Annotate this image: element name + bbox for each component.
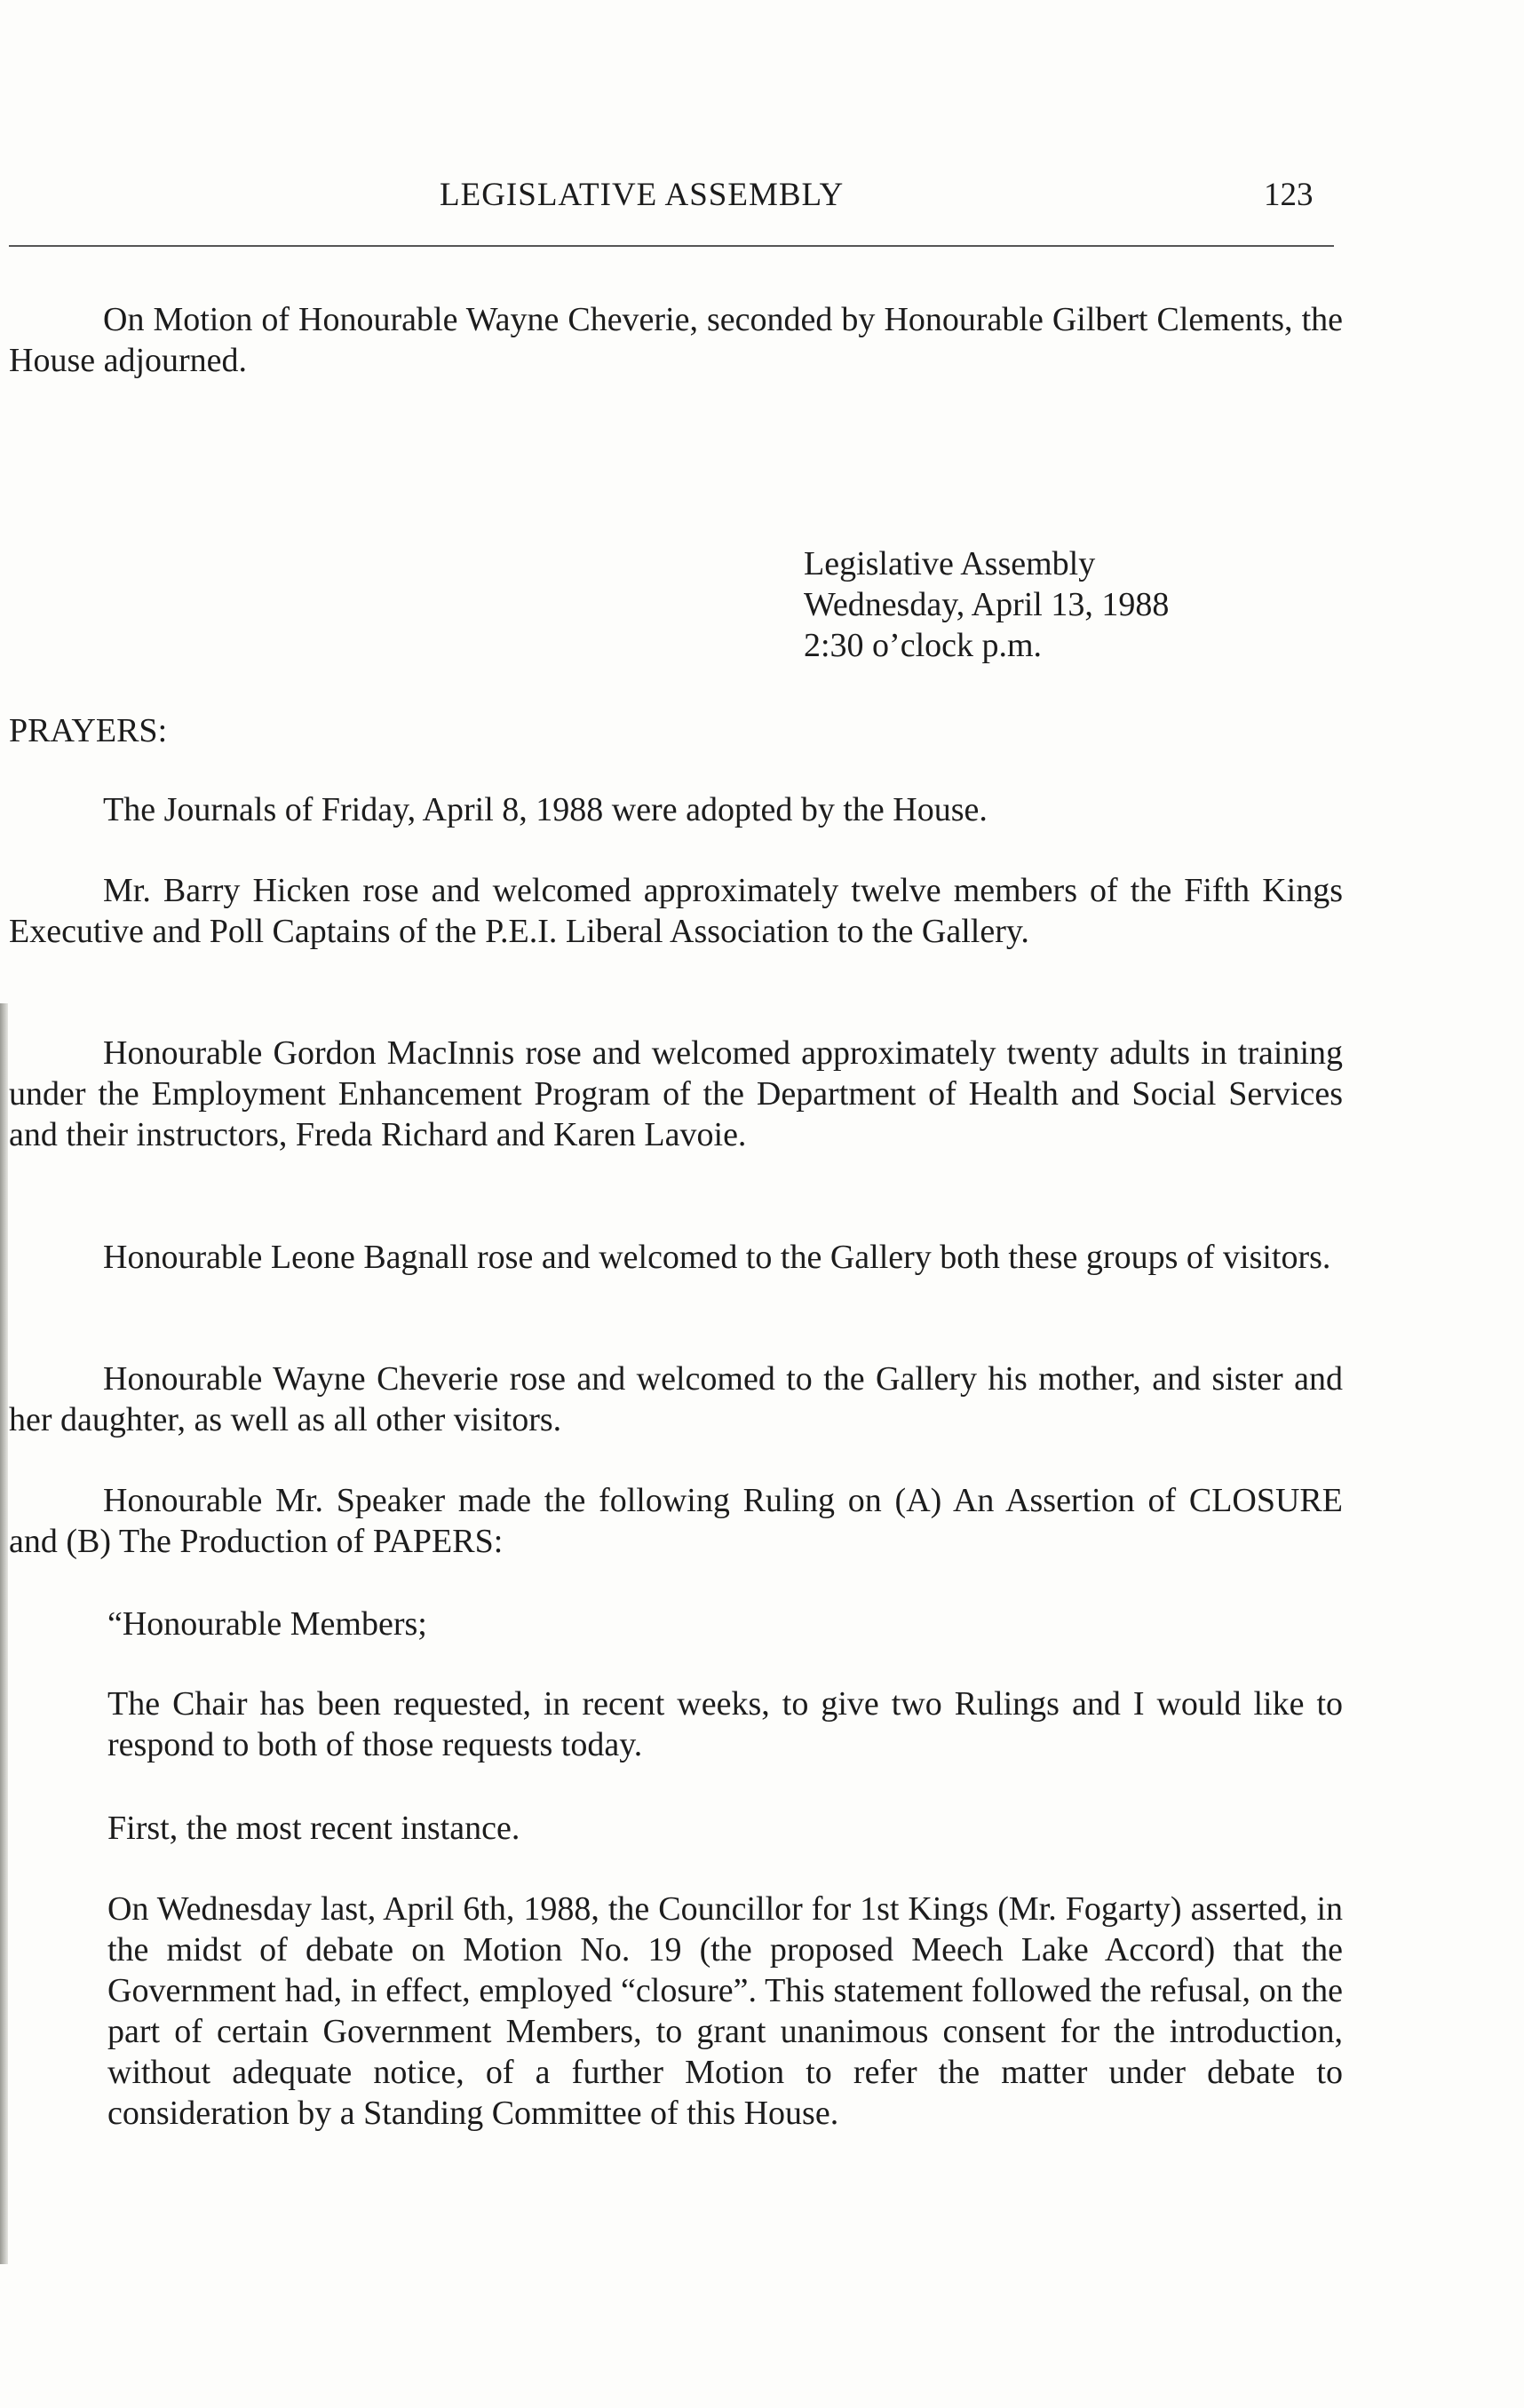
running-header: [0, 176, 1332, 220]
paragraph-chair-request: The Chair has been requested, in recent weeks, to give two Rulings and I would like to respond to both of those requests today.: [107, 1685, 1343, 1763]
header-rule: [9, 245, 1334, 247]
paragraph-adjournment: On Motion of Honourable Wayne Cheverie, seconded by Honourable Gilbert Clements, the House adjourned.: [9, 301, 1343, 379]
paragraph-speaker-ruling: Honourable Mr. Speaker made the following Ruling on (A) An Assertion of CLOSURE and (B) The Production of PAPERS:: [9, 1482, 1343, 1560]
paragraph-cheverie: Honourable Wayne Cheverie rose and welcomed to the Gallery his mother, and sister and her daughter, as well as all other visitors.: [9, 1360, 1343, 1438]
section-heading-prayers: PRAYERS:: [9, 712, 168, 749]
paragraph-journals: The Journals of Friday, April 8, 1988 were adopted by the House.: [103, 791, 988, 828]
dateline-assembly: Legislative Assembly: [804, 545, 1096, 582]
dateline-time: 2:30 o’clock p.m.: [804, 627, 1043, 664]
paragraph-macinnis: Honourable Gordon MacInnis rose and welcomed approximately twenty adults in training under the Employment Enhancement Program of the Department of Health and Social Services and their instructors, Freda Richard and Karen Lavoie.: [9, 1034, 1343, 1153]
paragraph-salutation: “Honourable Members;: [107, 1605, 427, 1643]
paragraph-bagnall: Honourable Leone Bagnall rose and welcomed to the Gallery both these groups of visitors.: [103, 1239, 1331, 1276]
header-title: LEGISLATIVE ASSEMBLY: [440, 177, 845, 213]
dateline-date: Wednesday, April 13, 1988: [804, 586, 1170, 623]
paragraph-wednesday-closure: On Wednesday last, April 6th, 1988, the Councillor for 1st Kings (Mr. Fogarty) asserted, in the midst of debate on Motion No. 19 (the proposed Meech Lake Accord) that the Government had, in effect, employed “closure”. This statement followed the refusal, on the part of certain Government Members, to grant unanimous consent for the introduction, without adequate notice, of a further Motion to refer the matter under debate to consideration by a Standing Committee of this House.: [107, 1890, 1343, 2132]
paragraph-first-instance: First, the most recent instance.: [107, 1810, 520, 1847]
scan-margin-shadow: [0, 1003, 8, 2264]
page-number: 123: [1264, 177, 1314, 213]
paragraph-hicken: Mr. Barry Hicken rose and welcomed approximately twelve members of the Fifth Kings Executive and Poll Captains of the P.E.I. Liberal Association to the Gallery.: [9, 872, 1343, 950]
dateline: [804, 543, 1337, 666]
